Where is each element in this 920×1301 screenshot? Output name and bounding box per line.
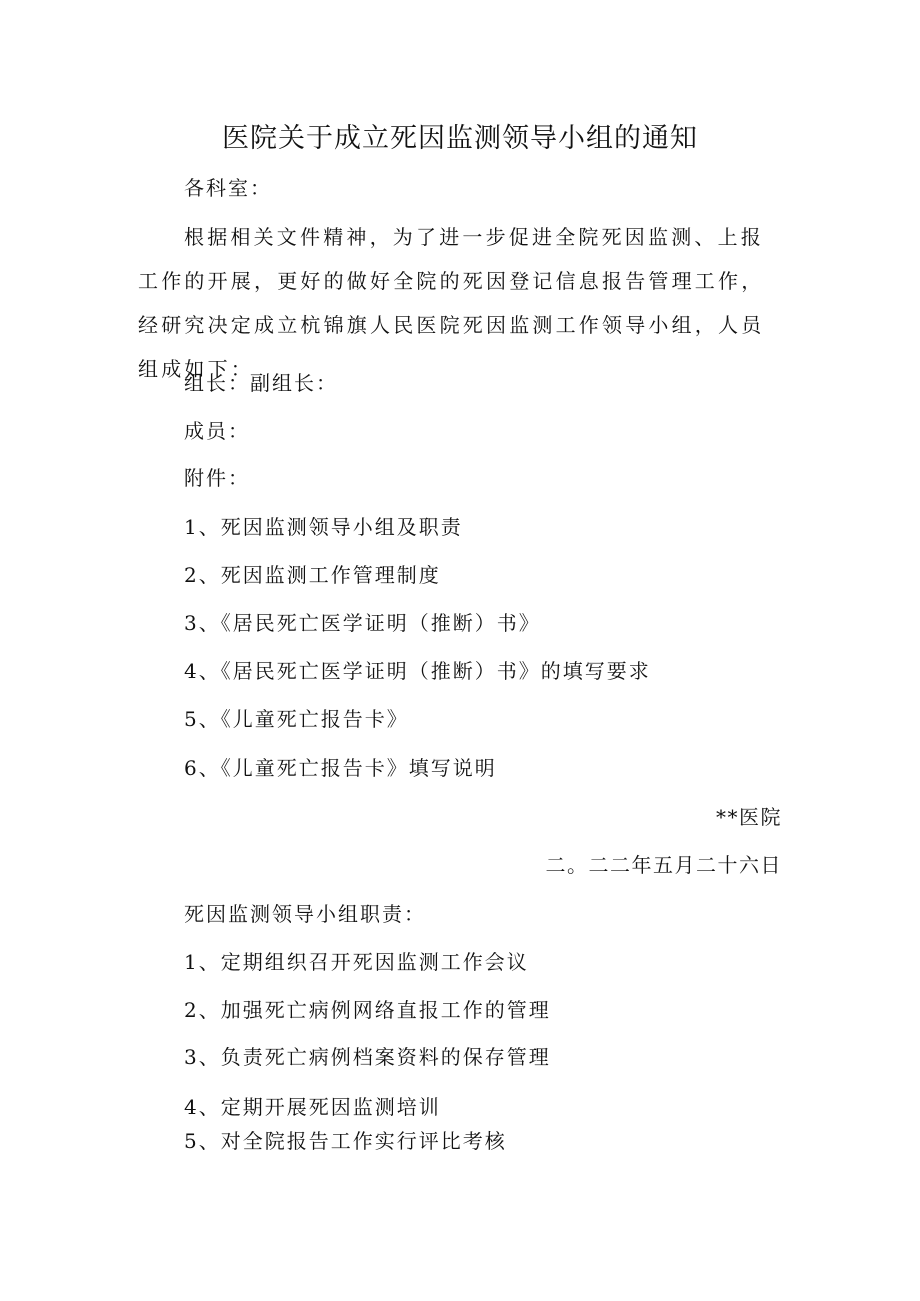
duties-title: 死因监测领导小组职责： xyxy=(184,902,426,926)
duty-item: 5、对全院报告工作实行评比考核 xyxy=(184,1129,507,1153)
attachment-item: 6、《儿童死亡报告卡》填写说明 xyxy=(184,756,497,780)
leader-line: 组长：副组长： xyxy=(184,371,338,395)
duty-item: 4、定期开展死因监测培训 xyxy=(184,1095,441,1119)
body-paragraph: 根据相关文件精神，为了进一步促进全院死因监测、上报工作的开展，更好的做好全院的死因登记信息报告管理工作，经研究决定成立杭锦旗人民医院死因监测工作领导小组，人员组成如下： xyxy=(138,225,765,381)
attachment-item: 5、《儿童死亡报告卡》 xyxy=(184,707,409,731)
attachments-label: 附件： xyxy=(184,466,250,490)
salutation: 各科室： xyxy=(184,176,272,200)
date: 二。二二年五月二十六日 xyxy=(545,853,782,877)
members-line: 成员： xyxy=(184,419,250,443)
attachment-item: 4、《居民死亡医学证明（推断）书》的填写要求 xyxy=(184,659,651,683)
signature: **医院 xyxy=(716,805,782,829)
attachment-item: 1、死因监测领导小组及职责 xyxy=(184,515,463,539)
document-title: 医院关于成立死因监测领导小组的通知 xyxy=(222,123,698,154)
attachment-item: 2、死因监测工作管理制度 xyxy=(184,563,441,587)
duty-item: 2、加强死亡病例网络直报工作的管理 xyxy=(184,998,551,1022)
duty-item: 1、定期组织召开死因监测工作会议 xyxy=(184,950,529,974)
duty-item: 3、负责死亡病例档案资料的保存管理 xyxy=(184,1045,551,1069)
attachment-item: 3、《居民死亡医学证明（推断）书》 xyxy=(184,611,541,635)
